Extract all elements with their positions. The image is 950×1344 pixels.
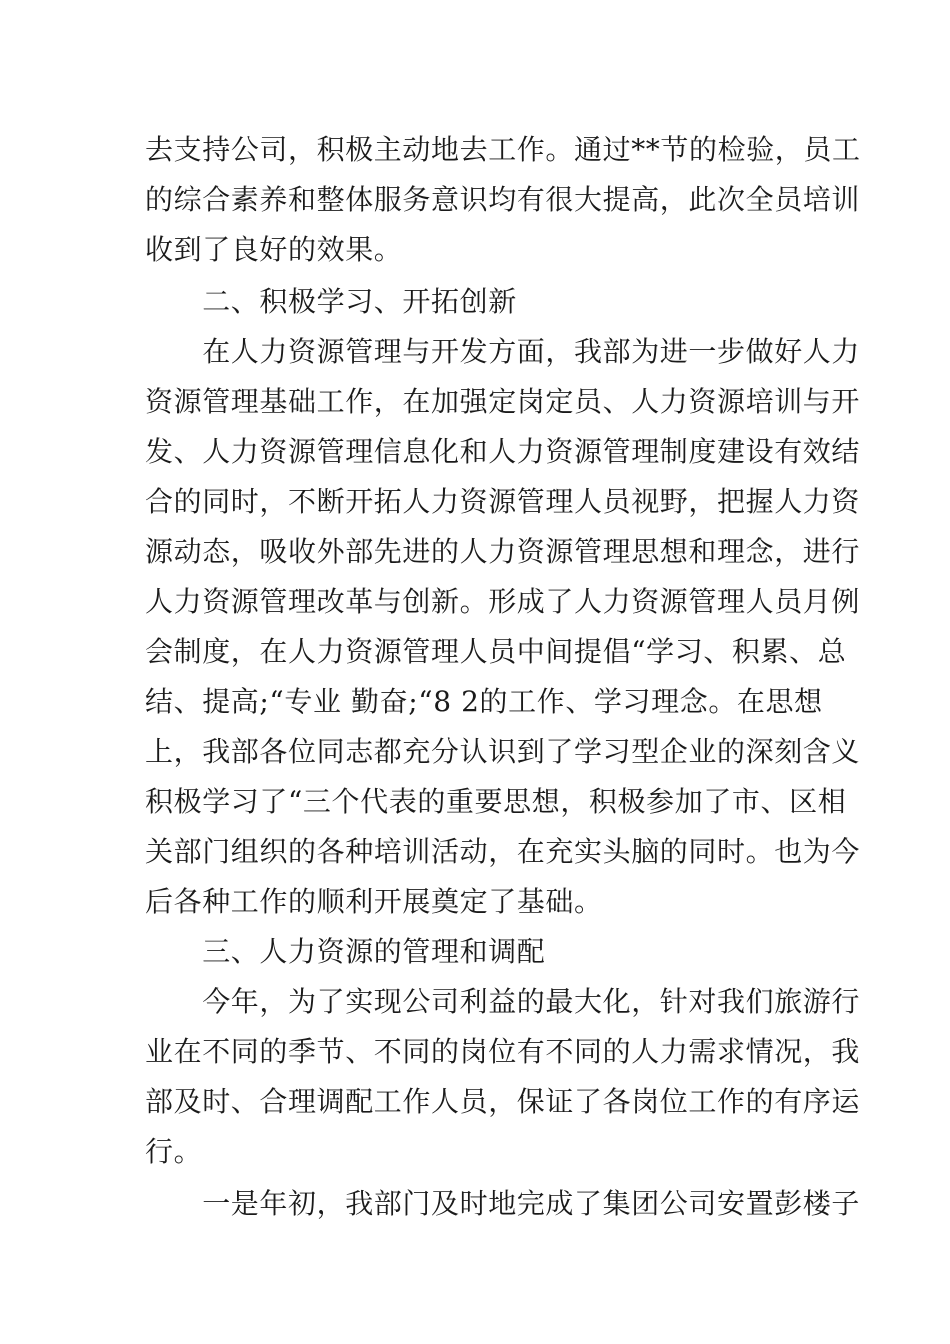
- text-line: 一是年初，我部门及时地完成了集团公司安置彭楼子: [145, 1187, 861, 1220]
- text-line: 关部门组织的各种培训活动，在充实头脑的同时。也为今: [145, 835, 861, 868]
- section-heading: 三、人力资源的管理和调配: [145, 935, 546, 968]
- text-line: 积极学习了“三个代表的重要思想，积极参加了市、区相: [145, 785, 847, 818]
- text-line: 结、提高;“专业 勤奋;“8 2的工作、学习理念。在思想: [145, 685, 823, 718]
- text-line: 部及时、合理调配工作人员，保证了各岗位工作的有序运: [145, 1085, 861, 1118]
- text-line: 合的同时，不断开拓人力资源管理人员视野，把握人力资: [145, 485, 861, 518]
- text-line: 去支持公司，积极主动地去工作。通过**节的检验，员工: [145, 133, 861, 166]
- text-line: 上，我部各位同志都充分认识到了学习型企业的深刻含义: [145, 735, 861, 768]
- text-line: 源动态，吸收外部先进的人力资源管理思想和理念，进行: [145, 535, 861, 568]
- text-line: 发、人力资源管理信息化和人力资源管理制度建设有效结: [145, 435, 861, 468]
- text-line: 业在不同的季节、不同的岗位有不同的人力需求情况，我: [145, 1035, 861, 1068]
- text-line: 资源管理基础工作，在加强定岗定员、人力资源培训与开: [145, 385, 861, 418]
- section-heading: 二、积极学习、开拓创新: [145, 285, 517, 318]
- text-line: 人力资源管理改革与创新。形成了人力资源管理人员月例: [145, 585, 861, 618]
- text-line: 的综合素养和整体服务意识均有很大提高，此次全员培训: [145, 183, 861, 216]
- text-line: 后各种工作的顺利开展奠定了基础。: [145, 885, 603, 918]
- text-line: 今年，为了实现公司利益的最大化，针对我们旅游行: [145, 985, 861, 1018]
- text-line: 会制度，在人力资源管理人员中间提倡“学习、积累、总: [145, 635, 847, 668]
- text-line: 在人力资源管理与开发方面，我部为进一步做好人力: [145, 335, 861, 368]
- text-line: 行。: [145, 1135, 203, 1168]
- text-line: 收到了良好的效果。: [145, 233, 403, 266]
